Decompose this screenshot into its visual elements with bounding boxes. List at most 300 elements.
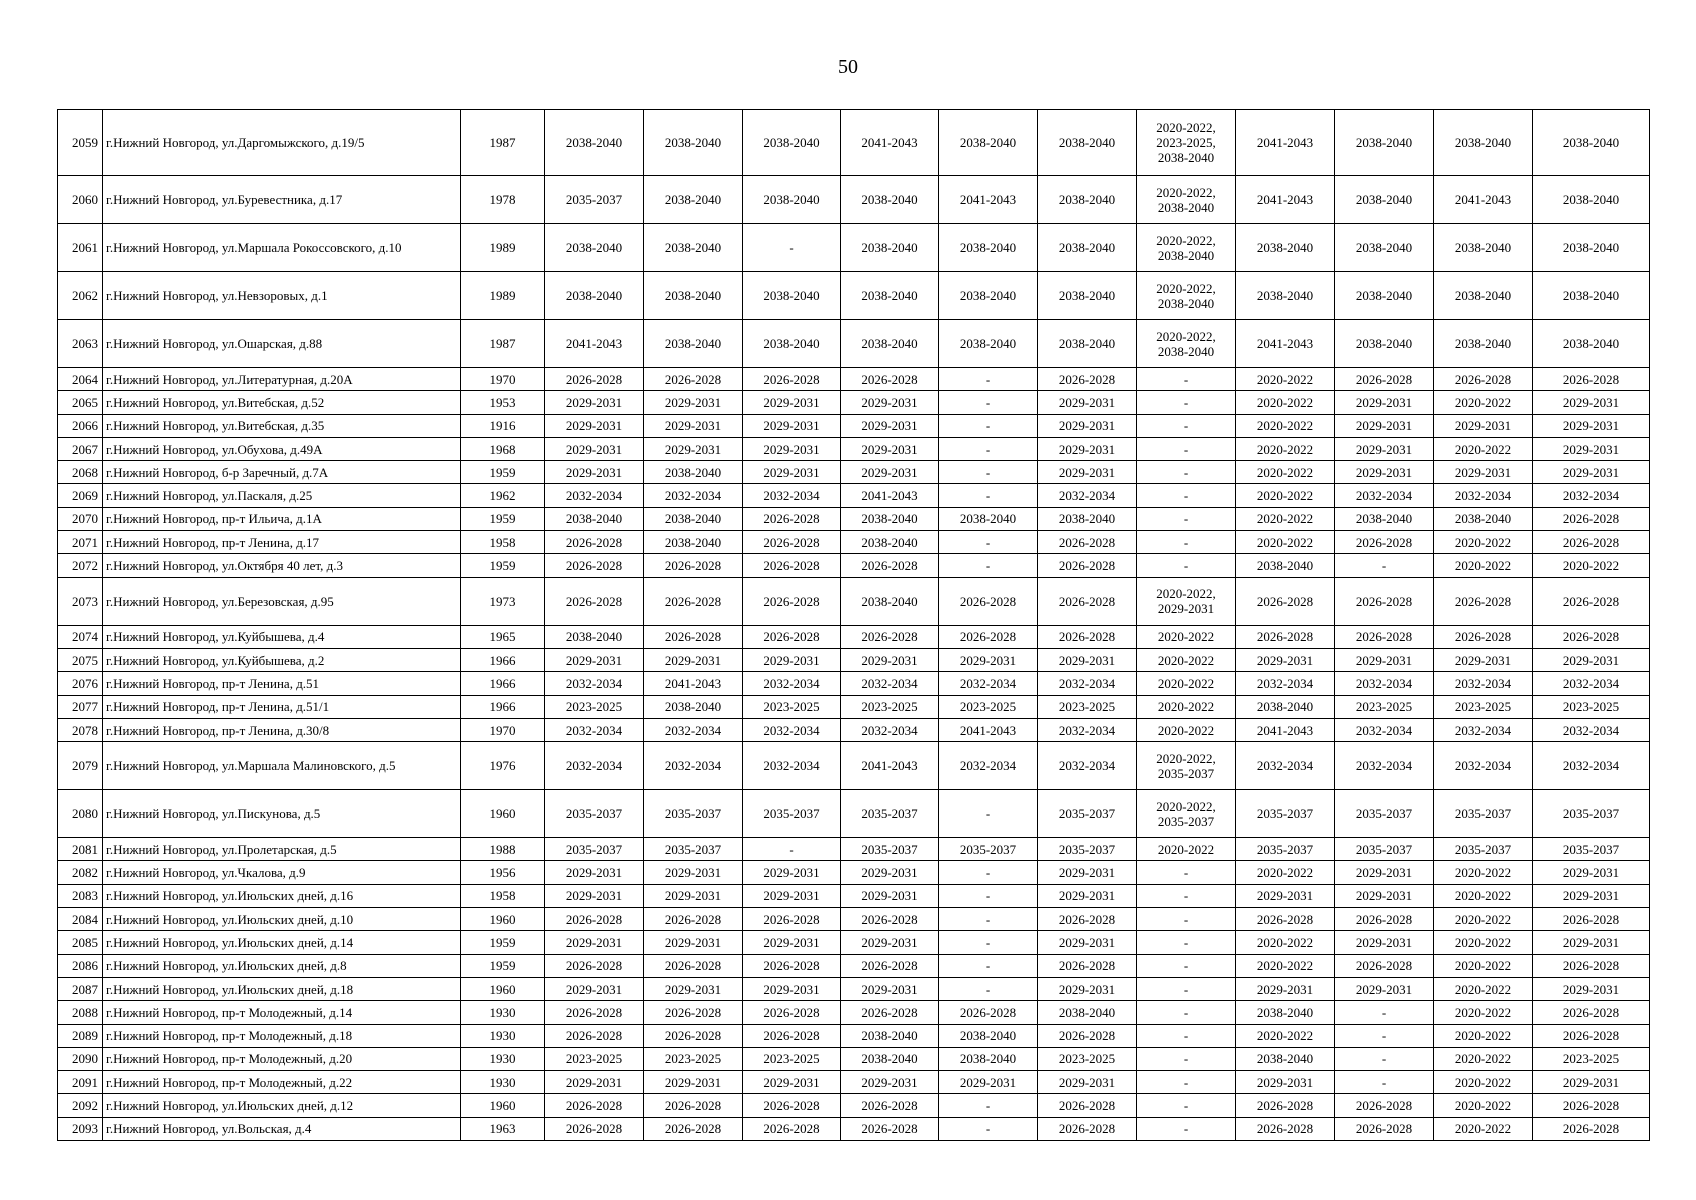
row-number-cell: 2080: [58, 790, 103, 838]
period-cell: 2026-2028: [939, 1001, 1038, 1024]
period-cell: 2020-2022: [1137, 625, 1236, 648]
period-cell: 2032-2034: [644, 718, 743, 741]
period-cell: 2038-2040: [1335, 320, 1434, 368]
row-number-cell: 2087: [58, 977, 103, 1000]
table-row: [58, 507, 1650, 530]
period-cell: 2023-2025: [743, 695, 841, 718]
period-cell: -: [939, 554, 1038, 577]
period-cell: 2023-2025: [1038, 695, 1137, 718]
period-cell: 2026-2028: [1038, 1117, 1137, 1140]
period-cell: 2026-2028: [1335, 954, 1434, 977]
period-cell: 2029-2031: [743, 884, 841, 907]
period-cell: 2026-2028: [1236, 625, 1335, 648]
period-cell: 2038-2040: [841, 1047, 939, 1070]
period-cell: 2038-2040: [644, 272, 743, 320]
period-cell: 2026-2028: [841, 1001, 939, 1024]
period-cell: -: [743, 224, 841, 272]
table-row: [58, 554, 1650, 577]
period-cell: 2020-2022: [1434, 861, 1533, 884]
period-cell: 2026-2028: [545, 531, 644, 554]
period-cell: 2038-2040: [1434, 224, 1533, 272]
period-cell: 2026-2028: [743, 577, 841, 625]
address-cell: г.Нижний Новгород, ул.Июльских дней, д.18: [103, 977, 461, 1000]
period-cell: -: [939, 954, 1038, 977]
period-cell: 2026-2028: [644, 954, 743, 977]
period-cell: -: [939, 908, 1038, 931]
period-cell: 2032-2034: [1533, 718, 1650, 741]
period-cell: 2020-2022: [1434, 554, 1533, 577]
address-cell: г.Нижний Новгород, ул.Литературная, д.20А: [103, 368, 461, 391]
period-cell: 2032-2034: [1533, 484, 1650, 507]
period-cell: 2026-2028: [939, 625, 1038, 648]
row-number-cell: 2082: [58, 861, 103, 884]
period-cell: 2038-2040: [743, 176, 841, 224]
period-cell: 2029-2031: [841, 1071, 939, 1094]
table-row: [58, 861, 1650, 884]
period-cell: 2029-2031: [545, 977, 644, 1000]
period-cell: 2029-2031: [644, 977, 743, 1000]
period-cell: 2029-2031: [1038, 437, 1137, 460]
period-cell: 2026-2028: [545, 1024, 644, 1047]
period-cell: 2020-2022: [1434, 954, 1533, 977]
period-cell: 2035-2037: [1236, 790, 1335, 838]
table-row: [58, 437, 1650, 460]
period-cell: 2020-2022: [1533, 554, 1650, 577]
period-cell: 2023-2025: [644, 1047, 743, 1070]
row-number-cell: 2068: [58, 461, 103, 484]
period-cell: 2038-2040: [1236, 224, 1335, 272]
period-cell: 2038-2040: [1236, 695, 1335, 718]
period-cell: 2032-2034: [1434, 718, 1533, 741]
period-cell: 2029-2031: [841, 977, 939, 1000]
period-cell: 2038-2040: [545, 224, 644, 272]
period-cell: 2020-2022, 2023-2025, 2038-2040: [1137, 110, 1236, 176]
period-cell: 2029-2031: [1335, 461, 1434, 484]
period-cell: 2032-2034: [743, 484, 841, 507]
address-cell: г.Нижний Новгород, ул.Июльских дней, д.8: [103, 954, 461, 977]
period-cell: 2026-2028: [644, 554, 743, 577]
period-cell: 2038-2040: [1335, 272, 1434, 320]
year-cell: 1930: [461, 1024, 545, 1047]
period-cell: 2029-2031: [939, 648, 1038, 671]
period-cell: 2038-2040: [841, 272, 939, 320]
period-cell: 2038-2040: [545, 272, 644, 320]
period-cell: 2020-2022: [1236, 391, 1335, 414]
period-cell: 2026-2028: [841, 554, 939, 577]
address-cell: г.Нижний Новгород, б-р Заречный, д.7А: [103, 461, 461, 484]
period-cell: 2038-2040: [1335, 507, 1434, 530]
period-cell: 2026-2028: [545, 1001, 644, 1024]
table-row: [58, 790, 1650, 838]
period-cell: 2026-2028: [1335, 625, 1434, 648]
period-cell: 2020-2022: [1236, 954, 1335, 977]
period-cell: 2029-2031: [1335, 861, 1434, 884]
period-cell: 2026-2028: [1533, 368, 1650, 391]
address-cell: г.Нижний Новгород, ул.Обухова, д.49А: [103, 437, 461, 460]
period-cell: 2026-2028: [545, 1117, 644, 1140]
year-cell: 1958: [461, 884, 545, 907]
period-cell: -: [1137, 861, 1236, 884]
period-cell: 2023-2025: [841, 695, 939, 718]
table-row: [58, 320, 1650, 368]
period-cell: 2020-2022: [1236, 437, 1335, 460]
row-number-cell: 2076: [58, 672, 103, 695]
period-cell: 2029-2031: [545, 391, 644, 414]
period-cell: 2020-2022: [1137, 838, 1236, 861]
table-row: [58, 672, 1650, 695]
period-cell: 2032-2034: [939, 742, 1038, 790]
row-number-cell: 2083: [58, 884, 103, 907]
period-cell: 2026-2028: [1533, 625, 1650, 648]
period-cell: 2038-2040: [1533, 320, 1650, 368]
period-cell: 2026-2028: [1533, 908, 1650, 931]
period-cell: 2029-2031: [1533, 461, 1650, 484]
period-cell: 2038-2040: [644, 320, 743, 368]
period-cell: 2026-2028: [644, 1001, 743, 1024]
period-cell: 2038-2040: [644, 695, 743, 718]
period-cell: -: [939, 1117, 1038, 1140]
period-cell: 2020-2022: [1236, 368, 1335, 391]
period-cell: 2038-2040: [743, 110, 841, 176]
period-cell: 2035-2037: [1533, 790, 1650, 838]
table-row: [58, 484, 1650, 507]
period-cell: 2026-2028: [644, 1117, 743, 1140]
period-cell: -: [939, 391, 1038, 414]
period-cell: -: [939, 484, 1038, 507]
row-number-cell: 2093: [58, 1117, 103, 1140]
period-cell: 2020-2022: [1236, 931, 1335, 954]
table-row: [58, 176, 1650, 224]
period-cell: 2038-2040: [743, 320, 841, 368]
period-cell: 2026-2028: [1038, 954, 1137, 977]
period-cell: 2038-2040: [841, 320, 939, 368]
period-cell: -: [1137, 368, 1236, 391]
period-cell: 2041-2043: [939, 176, 1038, 224]
year-cell: 1966: [461, 648, 545, 671]
period-cell: 2038-2040: [743, 272, 841, 320]
period-cell: 2035-2037: [1533, 838, 1650, 861]
period-cell: -: [1137, 1024, 1236, 1047]
period-cell: 2029-2031: [743, 648, 841, 671]
address-cell: г.Нижний Новгород, ул.Маршала Рокоссовского, д.10: [103, 224, 461, 272]
period-cell: 2020-2022: [1434, 1024, 1533, 1047]
period-cell: -: [939, 790, 1038, 838]
period-cell: 2032-2034: [743, 672, 841, 695]
period-cell: 2020-2022: [1236, 861, 1335, 884]
table-row: [58, 954, 1650, 977]
row-number-cell: 2077: [58, 695, 103, 718]
row-number-cell: 2091: [58, 1071, 103, 1094]
period-cell: 2038-2040: [939, 507, 1038, 530]
period-cell: 2038-2040: [1335, 224, 1434, 272]
address-cell: г.Нижний Новгород, ул.Октября 40 лет, д.3: [103, 554, 461, 577]
table-row: [58, 931, 1650, 954]
period-cell: -: [1137, 1001, 1236, 1024]
period-cell: 2026-2028: [743, 954, 841, 977]
period-cell: 2029-2031: [841, 437, 939, 460]
period-cell: 2026-2028: [545, 368, 644, 391]
address-cell: г.Нижний Новгород, ул.Березовская, д.95: [103, 577, 461, 625]
period-cell: 2038-2040: [841, 531, 939, 554]
period-cell: 2020-2022: [1137, 648, 1236, 671]
row-number-cell: 2074: [58, 625, 103, 648]
period-cell: 2038-2040: [1434, 272, 1533, 320]
period-cell: 2032-2034: [1434, 742, 1533, 790]
period-cell: 2038-2040: [644, 224, 743, 272]
year-cell: 1966: [461, 695, 545, 718]
period-cell: 2020-2022, 2038-2040: [1137, 320, 1236, 368]
row-number-cell: 2092: [58, 1094, 103, 1117]
period-cell: 2032-2034: [545, 672, 644, 695]
period-cell: 2038-2040: [1038, 176, 1137, 224]
period-cell: 2035-2037: [841, 790, 939, 838]
period-cell: 2029-2031: [1038, 977, 1137, 1000]
year-cell: 1962: [461, 484, 545, 507]
period-cell: -: [939, 931, 1038, 954]
period-cell: -: [939, 531, 1038, 554]
period-cell: 2029-2031: [1533, 648, 1650, 671]
period-cell: 2026-2028: [939, 577, 1038, 625]
repair-schedule-table: [57, 109, 1650, 1141]
period-cell: 2026-2028: [743, 531, 841, 554]
year-cell: 1988: [461, 838, 545, 861]
period-cell: 2038-2040: [841, 507, 939, 530]
table-row: [58, 838, 1650, 861]
period-cell: -: [1137, 531, 1236, 554]
period-cell: 2023-2025: [1038, 1047, 1137, 1070]
period-cell: 2029-2031: [1236, 1071, 1335, 1094]
year-cell: 1987: [461, 110, 545, 176]
period-cell: -: [1137, 977, 1236, 1000]
period-cell: 2035-2037: [1434, 790, 1533, 838]
period-cell: 2029-2031: [1038, 648, 1137, 671]
period-cell: 2026-2028: [1335, 531, 1434, 554]
period-cell: 2038-2040: [1335, 110, 1434, 176]
period-cell: 2038-2040: [1533, 176, 1650, 224]
address-cell: г.Нижний Новгород, пр-т Молодежный, д.20: [103, 1047, 461, 1070]
period-cell: 2035-2037: [1335, 838, 1434, 861]
period-cell: 2032-2034: [644, 742, 743, 790]
address-cell: г.Нижний Новгород, ул.Ошарская, д.88: [103, 320, 461, 368]
period-cell: 2026-2028: [1335, 368, 1434, 391]
table-row: [58, 1071, 1650, 1094]
period-cell: 2038-2040: [841, 1024, 939, 1047]
period-cell: -: [939, 884, 1038, 907]
period-cell: 2020-2022: [1434, 1094, 1533, 1117]
period-cell: -: [939, 414, 1038, 437]
period-cell: 2029-2031: [1335, 648, 1434, 671]
period-cell: 2029-2031: [644, 931, 743, 954]
table-row: [58, 368, 1650, 391]
period-cell: 2023-2025: [1434, 695, 1533, 718]
period-cell: 2041-2043: [1236, 320, 1335, 368]
year-cell: 1966: [461, 672, 545, 695]
table-row: [58, 908, 1650, 931]
period-cell: -: [1335, 1071, 1434, 1094]
table-row: [58, 110, 1650, 176]
period-cell: -: [939, 861, 1038, 884]
period-cell: 2029-2031: [545, 437, 644, 460]
period-cell: 2026-2028: [1038, 625, 1137, 648]
period-cell: 2038-2040: [545, 110, 644, 176]
period-cell: 2035-2037: [1335, 790, 1434, 838]
year-cell: 1930: [461, 1071, 545, 1094]
period-cell: 2020-2022, 2035-2037: [1137, 742, 1236, 790]
address-cell: г.Нижний Новгород, ул.Июльских дней, д.16: [103, 884, 461, 907]
period-cell: 2020-2022: [1236, 484, 1335, 507]
period-cell: 2026-2028: [644, 908, 743, 931]
period-cell: 2035-2037: [545, 838, 644, 861]
period-cell: 2038-2040: [1038, 110, 1137, 176]
period-cell: 2038-2040: [1236, 272, 1335, 320]
period-cell: 2029-2031: [545, 931, 644, 954]
period-cell: 2023-2025: [1335, 695, 1434, 718]
address-cell: г.Нижний Новгород, ул.Буревестника, д.17: [103, 176, 461, 224]
period-cell: 2026-2028: [1434, 368, 1533, 391]
year-cell: 1970: [461, 718, 545, 741]
period-cell: 2026-2028: [1434, 577, 1533, 625]
period-cell: 2038-2040: [1038, 1001, 1137, 1024]
period-cell: 2026-2028: [1038, 554, 1137, 577]
address-cell: г.Нижний Новгород, ул.Пролетарская, д.5: [103, 838, 461, 861]
period-cell: 2026-2028: [1434, 625, 1533, 648]
period-cell: 2035-2037: [1434, 838, 1533, 861]
address-cell: г.Нижний Новгород, ул.Вольская, д.4: [103, 1117, 461, 1140]
table-row: [58, 577, 1650, 625]
period-cell: 2020-2022, 2035-2037: [1137, 790, 1236, 838]
period-cell: 2038-2040: [1038, 320, 1137, 368]
period-cell: 2029-2031: [841, 648, 939, 671]
address-cell: г.Нижний Новгород, ул.Даргомыжского, д.19/5: [103, 110, 461, 176]
period-cell: 2038-2040: [1434, 320, 1533, 368]
period-cell: -: [1137, 461, 1236, 484]
period-cell: 2023-2025: [1533, 1047, 1650, 1070]
period-cell: 2038-2040: [1434, 507, 1533, 530]
period-cell: 2026-2028: [1533, 1094, 1650, 1117]
period-cell: 2029-2031: [841, 931, 939, 954]
year-cell: 1916: [461, 414, 545, 437]
period-cell: 2035-2037: [1236, 838, 1335, 861]
table-row: [58, 461, 1650, 484]
period-cell: -: [1335, 1001, 1434, 1024]
period-cell: 2029-2031: [1335, 931, 1434, 954]
year-cell: 1989: [461, 272, 545, 320]
address-cell: г.Нижний Новгород, пр-т Ленина, д.51/1: [103, 695, 461, 718]
table-row: [58, 718, 1650, 741]
period-cell: 2041-2043: [841, 484, 939, 507]
period-cell: 2032-2034: [1434, 484, 1533, 507]
year-cell: 1930: [461, 1047, 545, 1070]
period-cell: 2038-2040: [841, 176, 939, 224]
address-cell: г.Нижний Новгород, ул.Июльских дней, д.14: [103, 931, 461, 954]
period-cell: 2029-2031: [1533, 931, 1650, 954]
year-cell: 1978: [461, 176, 545, 224]
period-cell: 2029-2031: [1533, 884, 1650, 907]
row-number-cell: 2086: [58, 954, 103, 977]
period-cell: -: [939, 368, 1038, 391]
period-cell: -: [939, 461, 1038, 484]
period-cell: 2026-2028: [841, 625, 939, 648]
period-cell: 2026-2028: [743, 1001, 841, 1024]
period-cell: 2038-2040: [1533, 110, 1650, 176]
row-number-cell: 2079: [58, 742, 103, 790]
period-cell: 2029-2031: [743, 931, 841, 954]
period-cell: 2041-2043: [1434, 176, 1533, 224]
period-cell: 2029-2031: [644, 391, 743, 414]
period-cell: -: [1137, 437, 1236, 460]
row-number-cell: 2081: [58, 838, 103, 861]
period-cell: 2035-2037: [644, 838, 743, 861]
period-cell: 2026-2028: [743, 625, 841, 648]
period-cell: -: [1335, 1024, 1434, 1047]
period-cell: -: [1137, 484, 1236, 507]
row-number-cell: 2061: [58, 224, 103, 272]
period-cell: 2029-2031: [644, 861, 743, 884]
period-cell: 2026-2028: [1335, 577, 1434, 625]
period-cell: -: [939, 1094, 1038, 1117]
period-cell: 2026-2028: [1335, 1094, 1434, 1117]
address-cell: г.Нижний Новгород, ул.Пискунова, д.5: [103, 790, 461, 838]
row-number-cell: 2065: [58, 391, 103, 414]
period-cell: 2026-2028: [1236, 1117, 1335, 1140]
period-cell: 2041-2043: [841, 742, 939, 790]
table-row: [58, 531, 1650, 554]
period-cell: 2026-2028: [841, 908, 939, 931]
period-cell: 2020-2022: [1434, 1001, 1533, 1024]
table-row: [58, 391, 1650, 414]
period-cell: 2026-2028: [644, 368, 743, 391]
address-cell: г.Нижний Новгород, ул.Маршала Малиновского, д.5: [103, 742, 461, 790]
year-cell: 1965: [461, 625, 545, 648]
period-cell: -: [1137, 554, 1236, 577]
period-cell: 2029-2031: [644, 414, 743, 437]
period-cell: 2026-2028: [743, 507, 841, 530]
period-cell: 2023-2025: [939, 695, 1038, 718]
row-number-cell: 2073: [58, 577, 103, 625]
period-cell: 2026-2028: [1236, 1094, 1335, 1117]
period-cell: 2026-2028: [545, 954, 644, 977]
period-cell: 2020-2022: [1236, 461, 1335, 484]
address-cell: г.Нижний Новгород, ул.Чкалова, д.9: [103, 861, 461, 884]
table-row: [58, 1024, 1650, 1047]
period-cell: 2029-2031: [1038, 931, 1137, 954]
period-cell: 2029-2031: [545, 884, 644, 907]
period-cell: 2029-2031: [743, 391, 841, 414]
period-cell: 2035-2037: [1038, 790, 1137, 838]
period-cell: 2029-2031: [743, 1071, 841, 1094]
period-cell: 2032-2034: [1533, 672, 1650, 695]
period-cell: 2038-2040: [644, 176, 743, 224]
address-cell: г.Нижний Новгород, ул.Невзоровых, д.1: [103, 272, 461, 320]
period-cell: 2020-2022, 2029-2031: [1137, 577, 1236, 625]
period-cell: 2026-2028: [1533, 531, 1650, 554]
period-cell: 2029-2031: [743, 437, 841, 460]
year-cell: 1987: [461, 320, 545, 368]
period-cell: 2032-2034: [1533, 742, 1650, 790]
period-cell: 2026-2028: [644, 577, 743, 625]
table-row: [58, 1001, 1650, 1024]
period-cell: -: [743, 838, 841, 861]
table-row: [58, 695, 1650, 718]
address-cell: г.Нижний Новгород, ул.Витебская, д.35: [103, 414, 461, 437]
period-cell: 2032-2034: [743, 742, 841, 790]
period-cell: 2038-2040: [841, 224, 939, 272]
period-cell: 2038-2040: [939, 110, 1038, 176]
period-cell: 2026-2028: [743, 1024, 841, 1047]
period-cell: 2026-2028: [1038, 577, 1137, 625]
period-cell: 2041-2043: [1236, 176, 1335, 224]
table-row: [58, 1047, 1650, 1070]
